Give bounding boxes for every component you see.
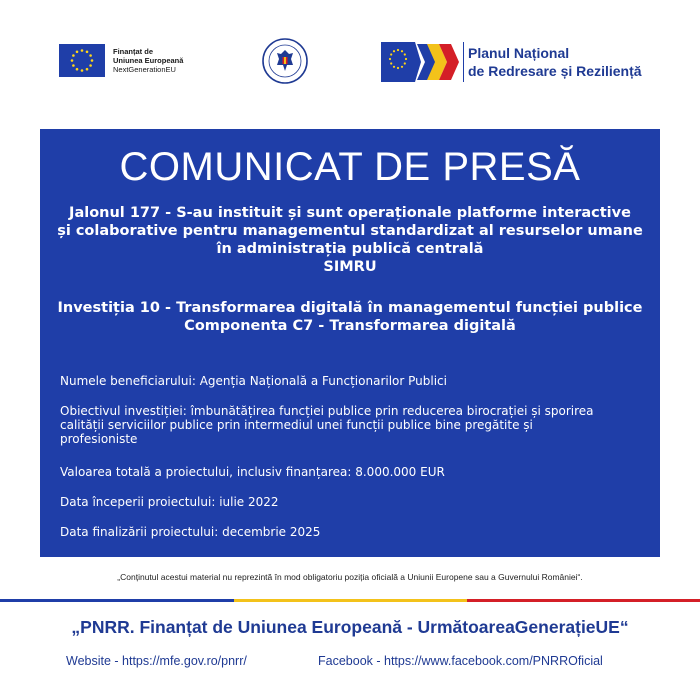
investment-block [50, 299, 650, 335]
milestone-line: SIMRU [323, 259, 377, 275]
stripe-blue [0, 599, 234, 602]
facebook-link[interactable]: Facebook - https://www.facebook.com/PNRROficial [318, 654, 603, 668]
beneficiary-text: Numele beneficiarului: Agenția Națională a Funcționarilor Publici [60, 374, 447, 388]
milestone-block [50, 204, 650, 276]
start-date-text: Data începerii proiectului: iulie 2022 [60, 495, 279, 509]
eu-flag-icon [59, 44, 105, 77]
footer-slogan: „PNRR. Finanțat de Uniunea Europeană - UrmătoareaGenerațieUE“ [71, 617, 629, 637]
website-link[interactable]: Website - https://mfe.gov.ro/pnrr/ [66, 654, 247, 668]
eu-logo-line3: NextGenerationEU [113, 65, 176, 74]
end-date-text: Data finalizării proiectului: decembrie 2025 [60, 525, 321, 539]
press-release-panel [40, 129, 660, 557]
investment-line: Investiția 10 - Transformarea digitală în managementul funcției publice [57, 300, 643, 316]
eu-funding-logo [59, 44, 183, 77]
milestone-line: în administrația publică centrală [216, 241, 484, 257]
pnrr-line2: de Redresare și Reziliență [468, 63, 642, 79]
press-release-title: COMUNICAT DE PRESĂ [119, 145, 581, 189]
government-seal-icon [262, 38, 308, 84]
pnrr-flag-icon [381, 40, 461, 84]
disclaimer-text: „Conținutul acestui material nu reprezintă în mod obligatoriu poziția oficială a Uniunii Europene sau a Guvernului României“. [117, 572, 583, 582]
stripe-yellow [234, 599, 467, 602]
pnrr-divider [463, 42, 464, 82]
pnrr-logo [381, 40, 642, 84]
eu-logo-line1: Finanțat de [113, 47, 154, 56]
pnrr-line1: Planul Național [468, 45, 570, 61]
total-value-text: Valoarea totală a proiectului, inclusiv finanțarea: 8.000.000 EUR [60, 465, 445, 479]
milestone-line: Jalonul 177 - S-au instituit și sunt operaționale platforme interactive [69, 205, 631, 221]
eu-logo-line2: Uniunea Europeană [113, 56, 184, 65]
component-line: Componenta C7 - Transformarea digitală [184, 318, 516, 334]
milestone-line: și colaborative pentru managementul standardizat al resurselor umane [57, 223, 643, 239]
stripe-red [467, 599, 700, 602]
objective-text: Obiectivul investiției: îmbunătățirea funcției publice prin reducerea birocrației și sporirea calității serviciilor publice prin intermediul unei funcții publice bine pregătite și profesioniste [60, 404, 594, 446]
